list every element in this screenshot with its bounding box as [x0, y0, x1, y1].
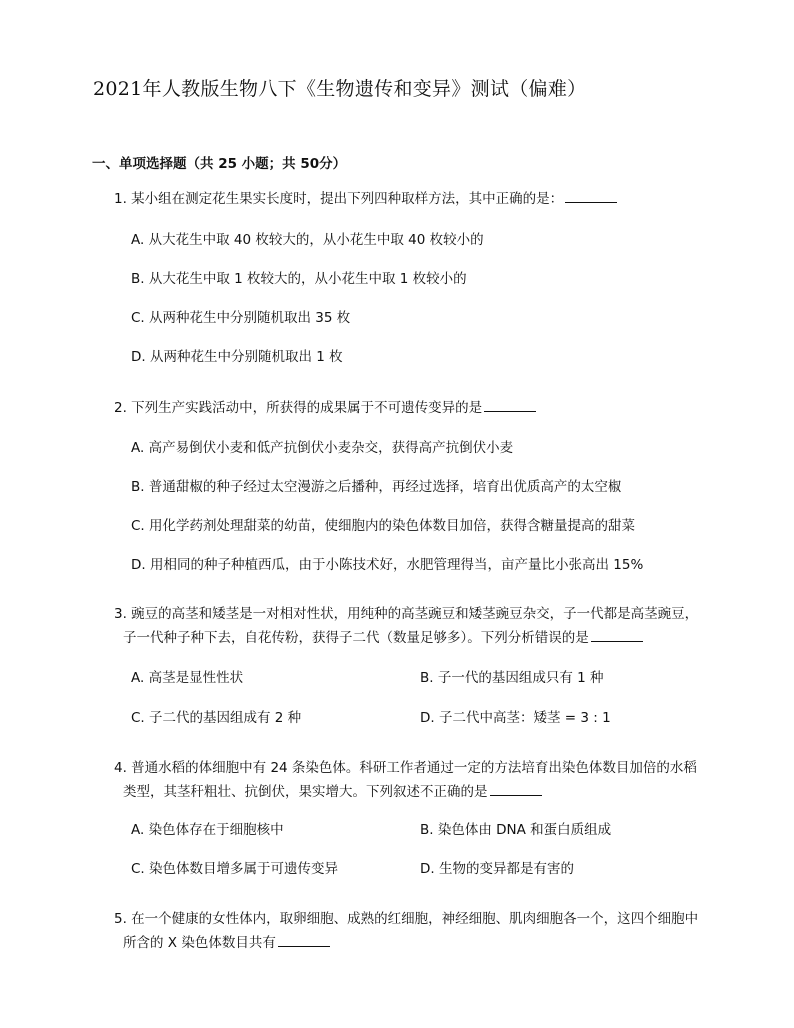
- question-3-stem: [114, 602, 698, 650]
- question-4-option-c: C. 染色体数目增多属于可遗传变异: [131, 861, 339, 877]
- question-2-option-a: A. 高产易倒伏小麦和低产抗倒伏小麦杂交，获得高产抗倒伏小麦: [131, 440, 514, 456]
- question-1-option-d: D. 从两种花生中分别随机取出 1 枚: [131, 349, 343, 365]
- question-4-option-d: D. 生物的变异都是有害的: [420, 861, 574, 877]
- question-2-option-c: C. 用化学药剂处理甜菜的幼苗，使细胞内的染色体数目加倍，获得含糖量提高的甜菜: [131, 518, 636, 534]
- answer-blank: [591, 640, 643, 642]
- question-1-option-c: C. 从两种花生中分别随机取出 35 枚: [131, 310, 351, 326]
- question-3-option-b: B. 子一代的基因组成只有 1 种: [420, 670, 604, 686]
- question-5-stem: [114, 907, 698, 955]
- question-2-stem: [114, 396, 536, 420]
- question-1-stem: [114, 187, 617, 211]
- question-1-option-b: B. 从大花生中取 1 枚较大的，从小花生中取 1 枚较小的: [131, 271, 467, 287]
- question-5-text-line2-wrap: [114, 931, 698, 955]
- answer-blank: [565, 201, 617, 203]
- question-4-option-a: A. 染色体存在于细胞核中: [131, 822, 284, 838]
- document-title: 2021年人教版生物八下《生物遗传和变异》测试（偏难）: [93, 78, 587, 100]
- question-4-text-line1: 4. 普通水稻的体细胞中有 24 条染色体。科研工作者通过一定的方法培育出染色体数目加倍的水稻: [114, 760, 697, 776]
- question-2-text: 2. 下列生产实践活动中，所获得的成果属于不可遗传变异的是: [114, 400, 483, 416]
- section-heading: 一、单项选择题（共 25 小题；共 50分）: [92, 156, 347, 172]
- question-3-text-line2: 子一代种子种下去，自花传粉，获得子二代（数量足够多）。下列分析错误的是: [123, 630, 589, 646]
- question-3-option-d: D. 子二代中高茎：矮茎 = 3 : 1: [420, 710, 611, 726]
- answer-blank: [490, 794, 542, 796]
- question-5-text-line1: 5. 在一个健康的女性体内，取卵细胞、成熟的红细胞，神经细胞、肌肉细胞各一个，这四个细胞中: [114, 911, 699, 927]
- question-3-option-c: C. 子二代的基因组成有 2 种: [131, 710, 302, 726]
- question-4-text-line2-wrap: [114, 780, 697, 804]
- question-1-text: 1. 某小组在测定花生果实长度时，提出下列四种取样方法，其中正确的是：: [114, 191, 564, 207]
- question-3-text-line2-wrap: [114, 626, 698, 650]
- question-3-text-line1: 3. 豌豆的高茎和矮茎是一对相对性状，用纯种的高茎豌豆和矮茎豌豆杂交，子一代都是高茎豌豆，: [114, 606, 699, 622]
- question-4-option-b: B. 染色体由 DNA 和蛋白质组成: [420, 822, 612, 838]
- question-2-option-d: D. 用相同的种子种植西瓜，由于小陈技术好，水肥管理得当，亩产量比小张高出 15%: [131, 557, 644, 573]
- question-1-option-a: A. 从大花生中取 40 枚较大的，从小花生中取 40 枚较小的: [131, 232, 484, 248]
- question-4-text-line2: 类型，其茎秆粗壮、抗倒伏，果实增大。下列叙述不正确的是: [123, 784, 488, 800]
- question-2-option-b: B. 普通甜椒的种子经过太空漫游之后播种，再经过选择，培育出优质高产的太空椒: [131, 479, 622, 495]
- question-3-option-a: A. 高茎是显性性状: [131, 670, 244, 686]
- question-5-text-line2: 所含的 X 染色体数目共有: [123, 935, 276, 951]
- answer-blank: [484, 410, 536, 412]
- answer-blank: [278, 945, 330, 947]
- question-4-stem: [114, 756, 697, 804]
